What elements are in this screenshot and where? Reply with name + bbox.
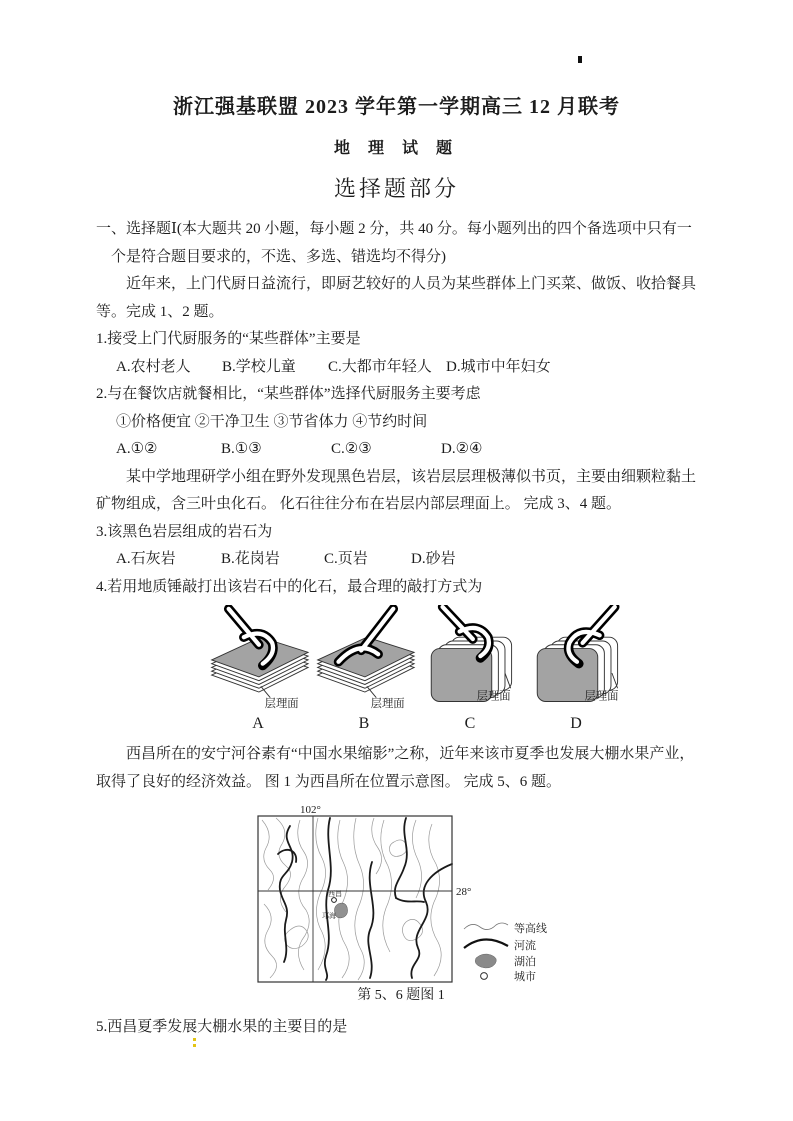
legend-label-contour: 等高线 [514, 923, 547, 935]
instructions-line2: 个是符合题目要求的，不选、多选、错选均不得分) [111, 248, 446, 265]
option: A.石灰岩 [116, 551, 176, 567]
question4-stem: 4.若用地质锤敲打出该岩石中的化石，最合理的敲打方式为 [96, 578, 483, 595]
exam-title: 浙江强基联盟 2023 学年第一学期高三 12 月联考 [173, 96, 620, 118]
passage1-line2: 等。完成 1、2 题。 [96, 303, 224, 320]
question1-options [96, 354, 793, 382]
option: D.城市中年妇女 [446, 358, 551, 375]
city-legend-icon [481, 973, 488, 980]
instructions-line1: 一、选择题Ⅰ(本大题共 20 小题，每小题 2 分，共 40 分。每小题列出的四个备选项中只有一 [96, 221, 692, 237]
legend-label-river: 河流 [514, 940, 536, 952]
question4-diagrams [206, 605, 793, 735]
option: C.页岩 [324, 551, 368, 567]
question2-subitems: ①价格便宜 ②干净卫生 ③节省体力 ④节约时间 [116, 413, 428, 430]
diagram-letter: C [464, 715, 476, 732]
diagram-option-a [206, 605, 310, 735]
option: B.①③ [221, 441, 262, 457]
option: A.农村老人 [116, 358, 191, 375]
passage3-line1: 西昌所在的安宁河谷素有“中国水果缩影”之称，近年来该市夏季也发展大棚水果产业， [126, 746, 695, 762]
hammer-rock-diagram-a-icon [206, 605, 310, 711]
question5-stem: 5.西昌夏季发展大棚水果的主要目的是 [96, 1019, 348, 1035]
map-legend [464, 921, 547, 983]
contour-legend-icon [464, 923, 508, 930]
lake-icon [334, 903, 347, 918]
legend-label-city: 城市 [514, 971, 536, 983]
diagram-option-c [418, 605, 522, 735]
lake-label: 邛海 [322, 912, 336, 920]
hammer-rock-diagram-d-icon [524, 605, 628, 711]
hammer-rock-diagram-b-icon [312, 605, 416, 711]
passage2-line1: 某中学地理研学小组在野外发现黑色岩层，该岩层层理极薄似书页，主要由细颗粒黏土 [126, 468, 697, 485]
legend-label-lake: 湖泊 [514, 956, 536, 968]
bedding-plane-label: 层理面 [370, 698, 405, 711]
bedding-plane-label: 层理面 [584, 690, 619, 703]
option: C.②③ [331, 441, 372, 457]
longitude-label: 102° [300, 804, 321, 816]
option: D.②④ [441, 441, 483, 457]
exam-body-2 [0, 741, 793, 796]
hammer-rock-diagram-c-icon [418, 605, 522, 711]
location-map [256, 802, 676, 986]
question3-options [96, 546, 793, 574]
option: D.砂岩 [411, 551, 456, 567]
question2-stem: 2.与在餐饮店就餐相比，“某些群体”选择代厨服务主要考虑 [96, 386, 481, 402]
ink-speck [578, 56, 582, 63]
exam-body-3 [0, 1014, 793, 1042]
highlight-speck [193, 1038, 196, 1041]
option: B.花岗岩 [221, 551, 280, 567]
option: C.大都市年轻人 [328, 358, 432, 375]
figure1-caption: 第 5、6 题图 1 [357, 988, 445, 1003]
bedding-plane-label: 层理面 [264, 698, 299, 711]
passage1-line1: 近年来，上门代厨日益流行，即厨艺较好的人员为某些群体上门买菜、做饭、收拾餐具 [126, 276, 697, 292]
passage2-line2: 矿物组成，含三叶虫化石。 化石往往分布在岩层内部层理面上。 完成 3、4 题。 [96, 496, 622, 512]
lake-legend-icon [475, 954, 496, 968]
passage3-line2: 取得了良好的经济效益。 图 1 为西昌所在位置示意图。 完成 5、6 题。 [96, 773, 562, 790]
figure1-map [256, 802, 793, 986]
river-legend-icon [464, 939, 508, 948]
section-heading: 选择题部分 [333, 176, 459, 201]
question2-options [96, 436, 793, 464]
diagram-letter: D [570, 715, 582, 732]
question1-stem: 1.接受上门代厨服务的“某些群体”主要是 [96, 331, 361, 347]
river-lines-icon [278, 818, 452, 980]
question3-stem: 3.该黑色岩层组成的岩石为 [96, 523, 273, 540]
city-marker-icon [332, 898, 337, 903]
option: A.①② [116, 441, 158, 457]
diagram-letter: B [358, 715, 370, 732]
diagram-option-b [312, 605, 416, 735]
diagram-option-d [524, 605, 628, 735]
diagram-letter: A [252, 715, 264, 732]
exam-subject: 地 理 试 题 [333, 140, 459, 157]
option: B.学校儿童 [222, 358, 296, 375]
city-label: 西昌 [328, 890, 342, 898]
bedding-plane-label: 层理面 [476, 690, 511, 703]
exam-body [0, 216, 793, 601]
latitude-label: 28° [456, 886, 472, 898]
